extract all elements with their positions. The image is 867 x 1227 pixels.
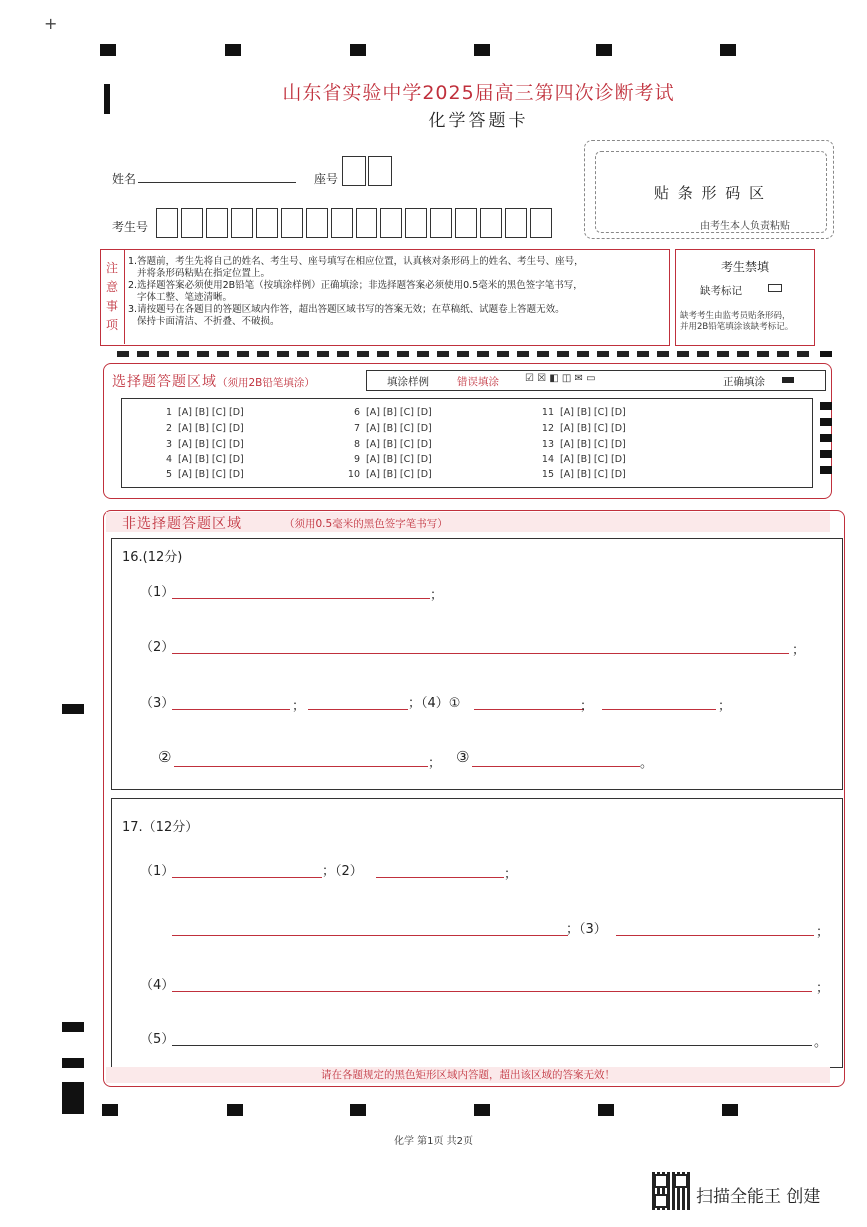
semicolon: ； [718, 699, 732, 714]
semicolon: ； [428, 756, 442, 771]
free-section-header: 非选择题答题区域 （须用0.5毫米的黑色签字笔书写） [106, 512, 830, 532]
semicolon: ； [816, 981, 830, 996]
q16-title: 16.(12分) [122, 550, 183, 565]
timing-mark [820, 434, 832, 442]
q16-part4-line-b[interactable] [602, 709, 716, 710]
q16-part4-label: ；（4）① [408, 696, 461, 711]
absent-label: 缺考标记 [700, 285, 742, 297]
mcq-row: 3 [A] [B] [C] [D] [165, 439, 244, 450]
mcq-row: 1 [A] [B] [C] [D] [165, 407, 244, 418]
corner-cross-mark: + [44, 14, 58, 33]
timing-mark [227, 1104, 243, 1116]
mcq-row: 13 [A] [B] [C] [D] [541, 439, 626, 450]
mcq-row: 7 [A] [B] [C] [D] [353, 423, 432, 434]
timing-mark [722, 1104, 738, 1116]
q17-answer-box [111, 798, 843, 1068]
timing-dash-row [117, 351, 817, 357]
q16-part2-line[interactable] [172, 653, 789, 654]
bottom-warning: 请在各题规定的黑色矩形区域内答题，超出该区域的答案无效！ [106, 1067, 830, 1083]
semicolon: ； [430, 588, 444, 603]
absent-note: 缺考考生由监考员贴条形码， 并用2B铅笔填涂该缺考标记。 [680, 311, 794, 332]
q16-circle2-label: ② [158, 748, 172, 766]
q17-title: 17.（12分） [122, 820, 199, 835]
q16-part2-label: （2） [140, 640, 175, 655]
semicolon: ； [816, 925, 830, 940]
q17-part3-line[interactable] [616, 935, 814, 936]
exam-no-boxes[interactable] [156, 208, 552, 238]
timing-mark [62, 1058, 84, 1068]
mcq-row: 11 [A] [B] [C] [D] [541, 407, 626, 418]
q17-part1-line[interactable] [172, 877, 322, 878]
card-subtitle: 化学答题卡 [428, 111, 529, 131]
student-fill-title: 考生禁填 [720, 260, 769, 274]
mcq-row: 5 [A] [B] [C] [D] [165, 469, 244, 480]
barcode-note: 由考生本人负责粘贴 [700, 221, 790, 232]
timing-mark [102, 1104, 118, 1116]
legend-label: 填涂样例 [387, 376, 429, 388]
name-field[interactable] [138, 168, 296, 183]
timing-mark [225, 44, 241, 56]
q17-part1-label: （1） [140, 864, 175, 879]
q16-circle3-label: ③ [456, 748, 470, 766]
notice-text: 1.答题前，考生先将自己的姓名、考生号、座号填写在相应位置，认真核对条形码上的姓名、考生号、座号， 并将条形码粘贴在指定位置上。 2.选择题答案必须使用2B铅笔（按填涂样例）正确填涂；非选择题答案必须使用0.5毫米的黑色签字笔书写， 字体工整、笔迹清晰。 3.请按题号在各题目的答题区域内作答，超出答题区域书写的答案无效；在草稿纸、试题卷上答题无效。 保持卡面清洁、不折叠、不破损。 [128, 256, 584, 327]
q17-part5-label: （5） [140, 1032, 175, 1047]
mcq-row: 2 [A] [B] [C] [D] [165, 423, 244, 434]
period: 。 [640, 756, 654, 771]
timing-mark [820, 466, 832, 474]
timing-mark [820, 402, 832, 410]
seat-label: 座号 [314, 172, 339, 186]
q17-part4-label: （4） [140, 978, 175, 993]
q16-part1-line[interactable] [172, 598, 430, 599]
q17-part4-line[interactable] [172, 991, 812, 992]
right-label: 正确填涂 [723, 376, 765, 388]
timing-mark [350, 1104, 366, 1116]
semicolon: ； [792, 643, 806, 658]
q17-part3-label: ；（3） [566, 922, 607, 937]
q17-part2-line-cont[interactable] [172, 935, 568, 936]
timing-mark [100, 44, 116, 56]
page-footer: 化学 第1页 共2页 [393, 1136, 474, 1147]
mcq-grid[interactable] [121, 398, 813, 488]
fill-legend [366, 370, 826, 391]
timing-mark [820, 418, 832, 426]
seat-box[interactable] [368, 156, 392, 186]
absent-mark-box[interactable] [768, 284, 782, 292]
q16-part1-label: （1） [140, 585, 175, 600]
timing-mark [820, 450, 832, 458]
q16-circle2-line[interactable] [174, 766, 428, 767]
timing-mark [62, 1082, 84, 1114]
mcq-row: 10 [A] [B] [C] [D] [347, 469, 432, 480]
qr-code-icon [652, 1172, 690, 1210]
name-label: 姓名 [112, 172, 137, 186]
timing-mark [474, 1104, 490, 1116]
timing-mark [820, 351, 832, 357]
q17-part2-line[interactable] [376, 877, 504, 878]
exam-title: 山东省实验中学2025届高三第四次诊断考试 [282, 82, 675, 104]
mcq-row: 4 [A] [B] [C] [D] [165, 454, 244, 465]
wrong-label: 错误填涂 [457, 376, 499, 388]
mcq-row: 15 [A] [B] [C] [D] [541, 469, 626, 480]
mcq-row: 8 [A] [B] [C] [D] [353, 439, 432, 450]
mcq-row: 12 [A] [B] [C] [D] [541, 423, 626, 434]
timing-mark [62, 1022, 84, 1032]
exam-no-label: 考生号 [112, 220, 149, 234]
period: 。 [814, 1035, 828, 1050]
q16-part3-line-b[interactable] [308, 709, 408, 710]
semicolon: ； [292, 699, 306, 714]
q16-part4-line-a[interactable] [474, 709, 584, 710]
q16-circle3-line[interactable] [472, 766, 640, 767]
timing-mark [62, 704, 84, 714]
wrong-samples: ☑ ☒ ◧ ◫ ✉ ▭ [525, 373, 596, 384]
right-sample [782, 377, 794, 383]
q16-answer-box [111, 538, 843, 790]
q17-part5-line[interactable] [172, 1045, 812, 1046]
mcq-row: 6 [A] [B] [C] [D] [353, 407, 432, 418]
timing-mark [720, 44, 736, 56]
timing-mark [474, 44, 490, 56]
timing-mark [598, 1104, 614, 1116]
mcq-row: 14 [A] [B] [C] [D] [541, 454, 626, 465]
semicolon: ； [580, 699, 594, 714]
notice-heading: 注 意 事 项 [100, 249, 125, 344]
timing-mark [596, 44, 612, 56]
mcq-section-title: 选择题答题区域（须用2B铅笔填涂） [112, 374, 315, 390]
q17-part2-label: ；（2） [322, 864, 363, 879]
scanner-watermark: 扫描全能王 创建 [696, 1187, 821, 1207]
semicolon: ； [504, 867, 518, 882]
mcq-row: 9 [A] [B] [C] [D] [353, 454, 432, 465]
barcode-label: 贴 条 形 码 区 [653, 184, 767, 202]
seat-box[interactable] [342, 156, 366, 186]
q16-part3-line-a[interactable] [172, 709, 290, 710]
q16-part3-label: （3） [140, 696, 175, 711]
timing-mark [350, 44, 366, 56]
